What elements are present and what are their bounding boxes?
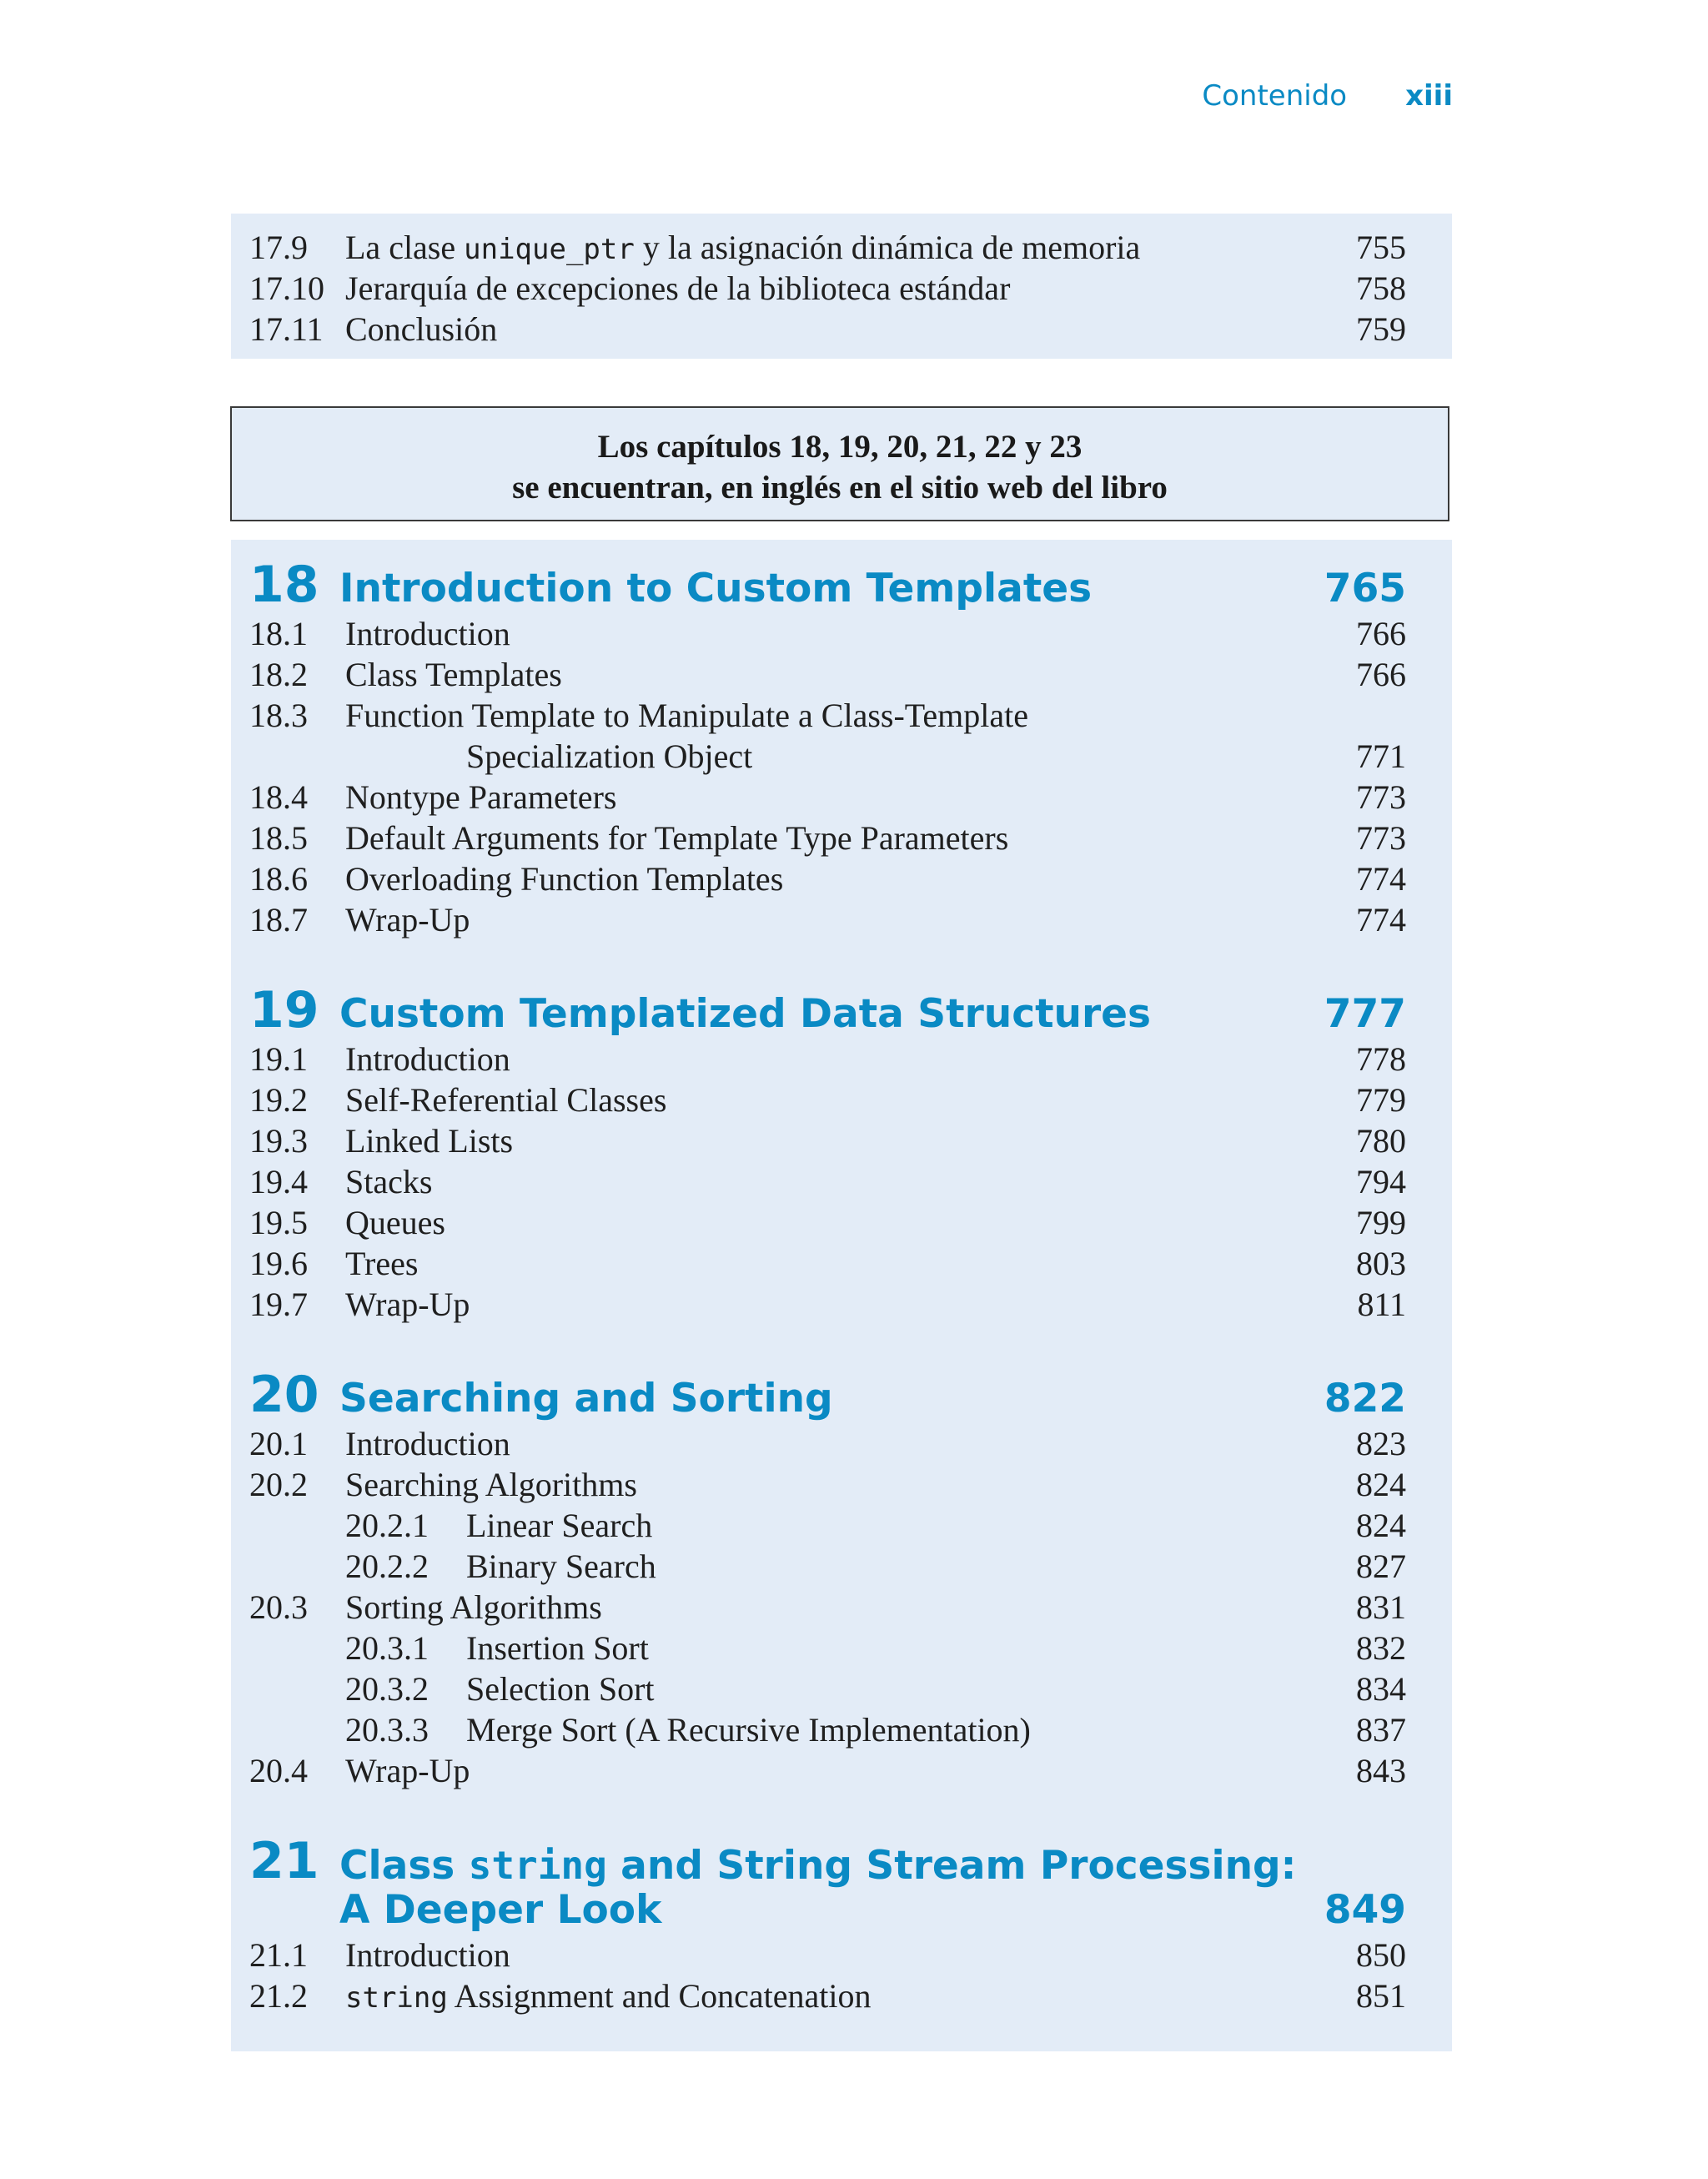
entry-page: 834 bbox=[1356, 1670, 1406, 1708]
entry-number: 18.7 bbox=[249, 901, 308, 939]
entry-number: 18.1 bbox=[249, 615, 308, 652]
entry-title: Default Arguments for Template Type Parameters bbox=[345, 819, 1009, 857]
entry-number: 19.5 bbox=[249, 1204, 308, 1241]
entry-title: Specialization Object bbox=[466, 737, 753, 775]
entry-page: 759 bbox=[1356, 310, 1406, 348]
entry-number: 21.2 bbox=[249, 1977, 308, 2015]
entry-number: 20.3 bbox=[249, 1588, 308, 1626]
toc-entry[interactable] bbox=[249, 1079, 1406, 1120]
running-head bbox=[0, 79, 1453, 113]
entry-page: 794 bbox=[1356, 1163, 1406, 1200]
chapter-gap bbox=[249, 1325, 1406, 1366]
toc-box-chapter-17-tail bbox=[231, 214, 1452, 359]
chapter-page: 849 bbox=[1324, 1887, 1406, 1933]
entry-title bbox=[345, 1975, 872, 2019]
toc-entry[interactable] bbox=[249, 613, 1406, 654]
chapter-gap bbox=[249, 1791, 1406, 1833]
toc-entry[interactable] bbox=[249, 227, 1406, 268]
entry-number: 20.2 bbox=[249, 1466, 308, 1503]
chapter-title bbox=[339, 1841, 1296, 1890]
toc-entry[interactable] bbox=[249, 777, 1406, 818]
toc-entry[interactable] bbox=[249, 695, 1406, 736]
entry-number: 19.6 bbox=[249, 1245, 308, 1282]
entry-number: 19.7 bbox=[249, 1286, 308, 1323]
toc-entry[interactable] bbox=[249, 1935, 1406, 1975]
entry-title bbox=[345, 227, 1140, 270]
entry-title: Overloading Function Templates bbox=[345, 860, 784, 898]
entry-title: Introduction bbox=[345, 615, 510, 652]
entry-number: 20.3.2 bbox=[345, 1670, 429, 1708]
chapter-number: 21 bbox=[249, 1832, 319, 1890]
toc-subentry[interactable] bbox=[249, 1505, 1406, 1546]
chapter-page: 777 bbox=[1324, 991, 1406, 1037]
entry-title: Binary Search bbox=[466, 1547, 656, 1585]
toc-entry[interactable] bbox=[249, 1423, 1406, 1464]
entry-page: 850 bbox=[1356, 1936, 1406, 1974]
entry-number: 19.4 bbox=[249, 1163, 308, 1200]
entry-page: 823 bbox=[1356, 1425, 1406, 1462]
chapter-number: 19 bbox=[249, 981, 319, 1039]
chapter-number: 20 bbox=[249, 1366, 319, 1424]
toc-entry[interactable] bbox=[249, 1039, 1406, 1079]
chapter-title: Custom Templatized Data Structures bbox=[339, 991, 1152, 1037]
entry-page: 780 bbox=[1356, 1122, 1406, 1160]
entry-page: 774 bbox=[1356, 860, 1406, 898]
toc-entry[interactable] bbox=[249, 654, 1406, 695]
entry-number: 17.11 bbox=[249, 310, 324, 348]
entry-title: Jerarquía de excepciones de la biblioteca estándar bbox=[345, 269, 1011, 307]
entry-number: 19.3 bbox=[249, 1122, 308, 1160]
entry-page: 811 bbox=[1357, 1286, 1406, 1323]
entry-title: Linear Search bbox=[466, 1507, 653, 1544]
toc-subentry[interactable] bbox=[249, 1668, 1406, 1709]
entry-number: 18.5 bbox=[249, 819, 308, 857]
chapter-title-line-2: A Deeper Look bbox=[339, 1887, 662, 1933]
entry-title: Function Template to Manipulate a Class-Template bbox=[345, 697, 1029, 734]
entry-page: 827 bbox=[1356, 1547, 1406, 1585]
chapter-page: 822 bbox=[1324, 1376, 1406, 1422]
entry-title: Wrap-Up bbox=[345, 1752, 470, 1789]
entry-title: Merge Sort (A Recursive Implementation) bbox=[466, 1711, 1031, 1749]
toc-entry[interactable] bbox=[249, 309, 1406, 350]
entry-page: 824 bbox=[1356, 1466, 1406, 1503]
chapter-title: Searching and Sorting bbox=[339, 1376, 833, 1422]
entry-page: 755 bbox=[1356, 229, 1406, 266]
toc-entry[interactable] bbox=[249, 1975, 1406, 2016]
entry-title: Self-Referential Classes bbox=[345, 1081, 667, 1119]
toc-subentry[interactable] bbox=[249, 1546, 1406, 1587]
entry-title-text: La clase bbox=[345, 229, 465, 266]
chapter-heading-21[interactable] bbox=[249, 1833, 1406, 1935]
toc-entry[interactable] bbox=[249, 899, 1406, 940]
entry-page: 758 bbox=[1356, 269, 1406, 307]
toc-list bbox=[249, 556, 1406, 2016]
entry-title-code: unique_ptr bbox=[464, 233, 635, 266]
chapter-title: Introduction to Custom Templates bbox=[339, 566, 1093, 611]
entry-page: 774 bbox=[1356, 901, 1406, 939]
entry-title-code: string bbox=[345, 1981, 448, 2015]
running-head-page-number: xiii bbox=[1405, 79, 1453, 113]
notice-line-1: Los capítulos 18, 19, 20, 21, 22 y 23 bbox=[597, 429, 1083, 465]
toc-entry[interactable] bbox=[249, 1202, 1406, 1243]
entry-page: 837 bbox=[1356, 1711, 1406, 1749]
entry-page: 779 bbox=[1356, 1081, 1406, 1119]
entry-title: Conclusión bbox=[345, 310, 498, 348]
entry-number: 18.4 bbox=[249, 778, 308, 816]
entry-page: 766 bbox=[1356, 656, 1406, 693]
toc-entry[interactable] bbox=[249, 1464, 1406, 1505]
entry-number: 20.1 bbox=[249, 1425, 308, 1462]
chapter-heading-18[interactable] bbox=[249, 556, 1406, 613]
entry-title: Introduction bbox=[345, 1040, 510, 1078]
entry-title-text: Assignment and Concatenation bbox=[447, 1977, 872, 2015]
entry-number: 20.3.3 bbox=[345, 1711, 429, 1749]
toc-subentry[interactable] bbox=[249, 1628, 1406, 1668]
entry-number: 18.2 bbox=[249, 656, 308, 693]
entry-title: Class Templates bbox=[345, 656, 562, 693]
entry-page: 773 bbox=[1356, 819, 1406, 857]
entry-page: 766 bbox=[1356, 615, 1406, 652]
chapter-title-text: Class bbox=[339, 1843, 469, 1889]
toc-entry[interactable] bbox=[249, 1587, 1406, 1628]
toc-entry[interactable] bbox=[249, 1120, 1406, 1161]
entry-title-text: y la asignación dinámica de memoria bbox=[634, 229, 1141, 266]
chapter-page: 765 bbox=[1324, 566, 1406, 611]
chapter-title-text: and String Stream Processing: bbox=[606, 1843, 1297, 1889]
entry-title: Insertion Sort bbox=[466, 1629, 649, 1667]
entry-title: Stacks bbox=[345, 1163, 433, 1200]
entry-title: Wrap-Up bbox=[345, 1286, 470, 1323]
entry-page: 851 bbox=[1356, 1977, 1406, 2015]
entry-number: 17.9 bbox=[249, 229, 308, 266]
entry-number: 18.3 bbox=[249, 697, 308, 734]
entry-page: 843 bbox=[1356, 1752, 1406, 1789]
entry-number: 20.4 bbox=[249, 1752, 308, 1789]
entry-number: 20.2.2 bbox=[345, 1547, 429, 1585]
entry-page: 773 bbox=[1356, 778, 1406, 816]
entry-page: 831 bbox=[1356, 1588, 1406, 1626]
entry-title: Linked Lists bbox=[345, 1122, 514, 1160]
entry-title: Selection Sort bbox=[466, 1670, 655, 1708]
entry-page: 778 bbox=[1356, 1040, 1406, 1078]
entry-title: Sorting Algorithms bbox=[345, 1588, 602, 1626]
toc-entry[interactable] bbox=[249, 268, 1406, 309]
chapter-heading-20[interactable] bbox=[249, 1366, 1406, 1423]
entry-number: 17.10 bbox=[249, 269, 324, 307]
toc-list bbox=[249, 227, 1406, 350]
entry-title: Queues bbox=[345, 1204, 445, 1241]
entry-title: Introduction bbox=[345, 1936, 510, 1974]
chapter-number: 18 bbox=[249, 556, 319, 614]
chapter-title-code: string bbox=[468, 1843, 607, 1888]
entry-page: 799 bbox=[1356, 1204, 1406, 1241]
entry-title: Nontype Parameters bbox=[345, 778, 617, 816]
entry-number: 20.2.1 bbox=[345, 1507, 429, 1544]
toc-subentry[interactable] bbox=[249, 1709, 1406, 1750]
entry-title: Wrap-Up bbox=[345, 901, 470, 939]
toc-entry[interactable] bbox=[249, 1161, 1406, 1202]
entry-title: Introduction bbox=[345, 1425, 510, 1462]
chapter-heading-19[interactable] bbox=[249, 982, 1406, 1039]
online-chapters-notice bbox=[230, 406, 1449, 521]
entry-number: 20.3.1 bbox=[345, 1629, 429, 1667]
entry-page: 803 bbox=[1356, 1245, 1406, 1282]
entry-page: 771 bbox=[1356, 737, 1406, 775]
toc-entry[interactable] bbox=[249, 1284, 1406, 1325]
entry-number: 21.1 bbox=[249, 1936, 308, 1974]
chapter-gap bbox=[249, 940, 1406, 982]
entry-page: 824 bbox=[1356, 1507, 1406, 1544]
entry-number: 19.2 bbox=[249, 1081, 308, 1119]
toc-box-chapters-18-21 bbox=[231, 540, 1452, 2051]
entry-title: Trees bbox=[345, 1245, 419, 1282]
running-head-section: Contenido bbox=[1202, 79, 1348, 113]
entry-title: Searching Algorithms bbox=[345, 1466, 637, 1503]
toc-entry[interactable] bbox=[249, 1243, 1406, 1284]
toc-entry-continuation[interactable] bbox=[249, 736, 1406, 777]
toc-entry[interactable] bbox=[249, 858, 1406, 899]
toc-entry[interactable] bbox=[249, 1750, 1406, 1791]
notice-line-2: se encuentran, en inglés en el sitio web del libro bbox=[512, 470, 1168, 506]
entry-number: 19.1 bbox=[249, 1040, 308, 1078]
entry-page: 832 bbox=[1356, 1629, 1406, 1667]
entry-number: 18.6 bbox=[249, 860, 308, 898]
toc-entry[interactable] bbox=[249, 818, 1406, 858]
